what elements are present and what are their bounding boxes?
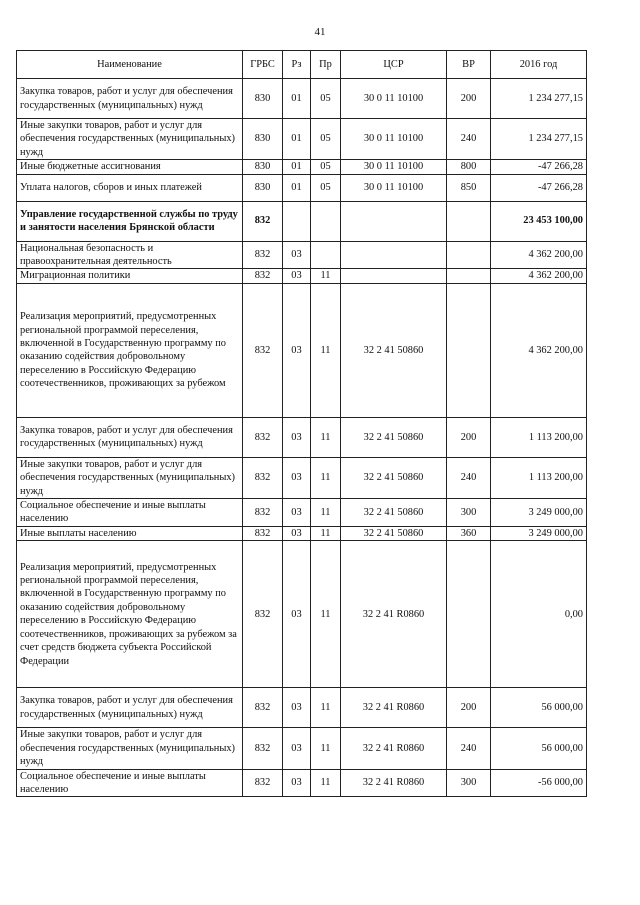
cell-csr — [341, 269, 447, 283]
cell-grbs: 832 — [243, 526, 283, 540]
cell-grbs: 832 — [243, 688, 283, 728]
cell-grbs: 830 — [243, 119, 283, 160]
cell-grbs: 830 — [243, 160, 283, 174]
cell-csr — [341, 241, 447, 269]
cell-name: Иные закупки товаров, работ и услуг для обеспечения государственных (муниципальных) нужд — [17, 457, 243, 498]
cell-name: Миграционная политики — [17, 269, 243, 283]
cell-vr — [447, 269, 491, 283]
cell-name: Управление государственной службы по труду и занятости населения Брянской области — [17, 201, 243, 241]
cell-csr: 30 0 11 10100 — [341, 119, 447, 160]
cell-grbs: 832 — [243, 499, 283, 527]
cell-pr — [311, 241, 341, 269]
table-row — [17, 499, 587, 527]
cell-vr — [447, 541, 491, 688]
cell-rz: 03 — [283, 688, 311, 728]
budget-table — [16, 50, 587, 797]
cell-csr: 30 0 11 10100 — [341, 79, 447, 119]
table-body — [17, 79, 587, 797]
cell-vr: 800 — [447, 160, 491, 174]
cell-vr: 200 — [447, 79, 491, 119]
table-row — [17, 728, 587, 769]
cell-name: Иные закупки товаров, работ и услуг для обеспечения государственных (муниципальных) нужд — [17, 119, 243, 160]
cell-vr — [447, 241, 491, 269]
cell-name: Закупка товаров, работ и услуг для обеспечения государственных (муниципальных) нужд — [17, 688, 243, 728]
cell-rz: 03 — [283, 541, 311, 688]
cell-pr — [311, 201, 341, 241]
header-pr: Пр — [311, 51, 341, 79]
table-row — [17, 201, 587, 241]
table-row — [17, 769, 587, 797]
cell-rz: 03 — [283, 457, 311, 498]
cell-rz: 03 — [283, 728, 311, 769]
cell-amount: 1 234 277,15 — [491, 119, 587, 160]
header-vr: ВР — [447, 51, 491, 79]
cell-name: Закупка товаров, работ и услуг для обеспечения государственных (муниципальных) нужд — [17, 79, 243, 119]
cell-grbs: 832 — [243, 241, 283, 269]
cell-csr: 32 2 41 R0860 — [341, 728, 447, 769]
cell-amount: 4 362 200,00 — [491, 283, 587, 417]
table-row — [17, 79, 587, 119]
cell-amount: 1 113 200,00 — [491, 417, 587, 457]
cell-amount: 56 000,00 — [491, 728, 587, 769]
table-row — [17, 174, 587, 201]
cell-rz: 03 — [283, 769, 311, 797]
cell-csr — [341, 201, 447, 241]
table-row — [17, 283, 587, 417]
table-row — [17, 241, 587, 269]
cell-grbs: 832 — [243, 541, 283, 688]
cell-name: Иные бюджетные ассигнования — [17, 160, 243, 174]
cell-rz: 03 — [283, 283, 311, 417]
cell-amount: 0,00 — [491, 541, 587, 688]
cell-rz — [283, 201, 311, 241]
cell-csr: 32 2 41 R0860 — [341, 769, 447, 797]
page-number: 41 — [314, 26, 326, 38]
header-name: Наименование — [17, 51, 243, 79]
cell-pr: 05 — [311, 119, 341, 160]
table-row — [17, 417, 587, 457]
cell-amount: 4 362 200,00 — [491, 241, 587, 269]
cell-pr: 11 — [311, 688, 341, 728]
cell-pr: 11 — [311, 457, 341, 498]
cell-pr: 05 — [311, 160, 341, 174]
cell-grbs: 832 — [243, 201, 283, 241]
cell-rz: 03 — [283, 526, 311, 540]
cell-pr: 11 — [311, 769, 341, 797]
cell-grbs: 832 — [243, 417, 283, 457]
cell-amount: 23 453 100,00 — [491, 201, 587, 241]
cell-csr: 32 2 41 50860 — [341, 526, 447, 540]
cell-csr: 30 0 11 10100 — [341, 160, 447, 174]
cell-rz: 01 — [283, 119, 311, 160]
cell-csr: 32 2 41 R0860 — [341, 541, 447, 688]
cell-pr: 11 — [311, 283, 341, 417]
cell-vr: 360 — [447, 526, 491, 540]
table-row — [17, 688, 587, 728]
cell-pr: 11 — [311, 269, 341, 283]
cell-grbs: 832 — [243, 728, 283, 769]
table-row — [17, 526, 587, 540]
cell-name: Иные выплаты населению — [17, 526, 243, 540]
cell-rz: 01 — [283, 160, 311, 174]
cell-amount: -56 000,00 — [491, 769, 587, 797]
cell-name: Социальное обеспечение и иные выплаты населению — [17, 769, 243, 797]
cell-amount: 1 113 200,00 — [491, 457, 587, 498]
cell-rz: 03 — [283, 417, 311, 457]
cell-pr: 05 — [311, 174, 341, 201]
cell-rz: 01 — [283, 79, 311, 119]
cell-pr: 11 — [311, 417, 341, 457]
cell-amount: 1 234 277,15 — [491, 79, 587, 119]
cell-vr: 240 — [447, 119, 491, 160]
cell-pr: 11 — [311, 499, 341, 527]
table-header-row — [17, 51, 587, 79]
cell-csr: 32 2 41 50860 — [341, 499, 447, 527]
cell-name: Национальная безопасность и правоохранительная деятельность — [17, 241, 243, 269]
cell-pr: 11 — [311, 728, 341, 769]
cell-amount: 4 362 200,00 — [491, 269, 587, 283]
cell-name: Социальное обеспечение и иные выплаты населению — [17, 499, 243, 527]
cell-grbs: 830 — [243, 79, 283, 119]
cell-rz: 03 — [283, 241, 311, 269]
cell-name: Реализация мероприятий, предусмотренных региональной программой переселения, включенной в Государственную программу по оказанию содействия добровольному переселению в Российскую Федерацию соотечественников, проживающих за рубежом за счет средств бюджета субъекта Российской Федерации — [17, 541, 243, 688]
cell-name: Реализация мероприятий, предусмотренных региональной программой переселения, включенной в Государственную программу по оказанию содействия добровольному переселению в Российскую Федерацию соотечественников, проживающих за рубежом — [17, 283, 243, 417]
cell-pr: 05 — [311, 79, 341, 119]
cell-amount: 3 249 000,00 — [491, 526, 587, 540]
cell-name: Закупка товаров, работ и услуг для обеспечения государственных (муниципальных) нужд — [17, 417, 243, 457]
cell-pr: 11 — [311, 526, 341, 540]
cell-amount: -47 266,28 — [491, 160, 587, 174]
cell-vr — [447, 283, 491, 417]
cell-grbs: 830 — [243, 174, 283, 201]
cell-vr: 240 — [447, 728, 491, 769]
cell-csr: 32 2 41 R0860 — [341, 688, 447, 728]
header-rz: Рз — [283, 51, 311, 79]
header-grbs: ГРБС — [243, 51, 283, 79]
cell-name: Уплата налогов, сборов и иных платежей — [17, 174, 243, 201]
table-row — [17, 119, 587, 160]
cell-amount: 56 000,00 — [491, 688, 587, 728]
cell-vr: 200 — [447, 688, 491, 728]
header-year: 2016 год — [491, 51, 587, 79]
cell-vr — [447, 201, 491, 241]
cell-vr: 200 — [447, 417, 491, 457]
cell-vr: 300 — [447, 499, 491, 527]
cell-name: Иные закупки товаров, работ и услуг для обеспечения государственных (муниципальных) нужд — [17, 728, 243, 769]
table-row — [17, 269, 587, 283]
table-row — [17, 541, 587, 688]
header-csr: ЦСР — [341, 51, 447, 79]
cell-csr: 32 2 41 50860 — [341, 417, 447, 457]
cell-amount: -47 266,28 — [491, 174, 587, 201]
cell-csr: 32 2 41 50860 — [341, 283, 447, 417]
cell-pr: 11 — [311, 541, 341, 688]
cell-amount: 3 249 000,00 — [491, 499, 587, 527]
cell-vr: 300 — [447, 769, 491, 797]
cell-vr: 850 — [447, 174, 491, 201]
cell-grbs: 832 — [243, 769, 283, 797]
cell-rz: 03 — [283, 269, 311, 283]
cell-grbs: 832 — [243, 283, 283, 417]
table-row — [17, 160, 587, 174]
cell-grbs: 832 — [243, 269, 283, 283]
cell-grbs: 832 — [243, 457, 283, 498]
cell-rz: 01 — [283, 174, 311, 201]
cell-vr: 240 — [447, 457, 491, 498]
table-row — [17, 457, 587, 498]
cell-rz: 03 — [283, 499, 311, 527]
cell-csr: 32 2 41 50860 — [341, 457, 447, 498]
cell-csr: 30 0 11 10100 — [341, 174, 447, 201]
